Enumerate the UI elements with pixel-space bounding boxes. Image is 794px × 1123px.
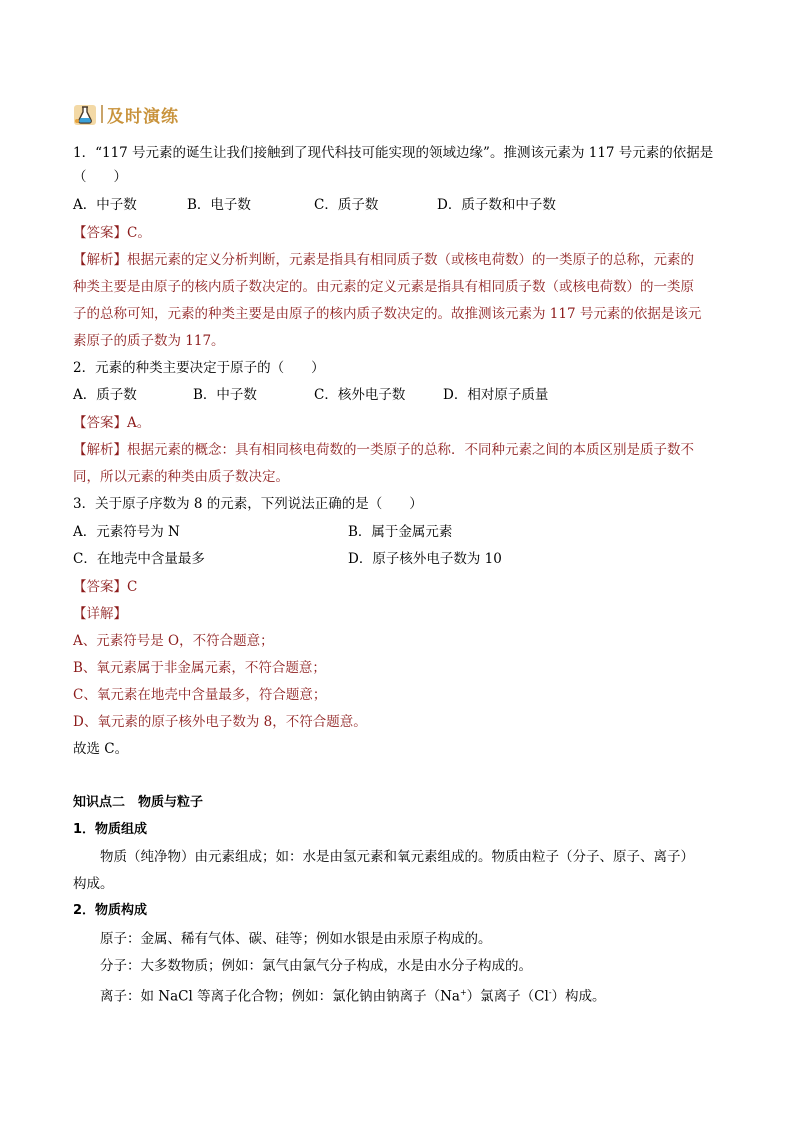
section-header (73, 101, 179, 127)
chloride-charge: - (548, 988, 552, 997)
q2-explanation-tag: 【解析】 (73, 442, 127, 458)
q1-answer: 【答案】C。 (73, 225, 151, 241)
q2-option-a: A．质子数 (73, 387, 137, 403)
q1-option-d: D．质子数和中子数 (437, 197, 556, 213)
q1-stem-line1: 1．“117 号元素的诞生让我们接触到了现代科技可能实现的领域边缘”。推测该元素为 117 号元素的依据是 (73, 145, 714, 161)
composition-paragraph-line2: 构成。 (73, 876, 114, 892)
q3-option-b: B．属于金属元素 (348, 524, 453, 540)
q1-option-c: C．质子数 (314, 197, 379, 213)
q2-option-b: B．中子数 (193, 387, 257, 403)
sodium-charge: + (459, 988, 467, 997)
q1-explanation-line3: 子的总称可知，元素的种类主要是由原子的核内质子数决定的。故推测该元素为 117 号元素的依据是该元 (73, 306, 702, 322)
q3-stem: 3．关于原子序数为 8 的元素，下列说法正确的是（ ） (73, 496, 423, 512)
q2-option-d: D．相对原子质量 (443, 387, 549, 403)
heading-composition: 1．物质组成 (73, 822, 148, 837)
lab-flask-icon (73, 102, 97, 126)
q2-stem: 2．元素的种类主要决定于原子的（ ） (73, 360, 325, 376)
q3-detail-tag: 【详解】 (73, 606, 127, 622)
structure-molecules: 分子：大多数物质；例如：氯气由氯气分子构成，水是由水分子构成的。 (100, 958, 532, 974)
q1-option-b: B．电子数 (187, 197, 251, 213)
q2-explanation-line1: 【解析】根据元素的概念：具有相同核电荷数的一类原子的总称．不同种元素之间的本质区别是质子数不 (73, 442, 694, 458)
composition-paragraph-line1: 物质（纯净物）由元素组成；如：水是由氢元素和氧元素组成的。物质由粒子（分子、原子、离子） (100, 849, 694, 865)
q2-answer: 【答案】A。 (73, 415, 151, 431)
q1-explanation-line4: 素原子的质子数为 117。 (73, 333, 225, 349)
structure-atoms: 原子：金属、稀有气体、碳、硅等；例如水银是由汞原子构成的。 (100, 931, 492, 947)
q3-option-d: D．原子核外电子数为 10 (348, 551, 502, 567)
knowledge-point-title: 知识点二 物质与粒子 (73, 795, 204, 810)
q2-option-c: C．核外电子数 (314, 387, 406, 403)
q3-conclusion: 故选 C。 (73, 741, 129, 757)
q2-explanation-line2: 同，所以元素的种类由质子数决定。 (73, 469, 289, 485)
q3-answer: 【答案】C (73, 579, 138, 595)
q3-detail-a: A、元素符号是 O，不符合题意； (73, 633, 274, 649)
heading-structure: 2．物质构成 (73, 903, 148, 918)
q3-detail-b: B、氧元素属于非金属元素，不符合题意； (73, 660, 326, 676)
q1-explanation-line1: 【解析】根据元素的定义分析判断，元素是指具有相同质子数（或核电荷数）的一类原子的总称，元素的 (73, 252, 694, 268)
q3-detail-c: C、氧元素在地壳中含量最多，符合题意； (73, 687, 327, 703)
q3-option-a: A．元素符号为 N (73, 524, 180, 540)
structure-ions: 离子：如 NaCl 等离子化合物；例如：氯化钠由钠离子（Na+）氯离子（Cl-）构成。 (100, 988, 606, 1005)
q1-stem-line2: （ ） (73, 169, 127, 185)
q1-option-a: A．中子数 (73, 197, 137, 213)
q3-detail-d: D、氧元素的原子核外电子数为 8，不符合题意。 (73, 714, 367, 730)
q1-explanation-line2: 种类主要是由原子的核内质子数决定的。由元素的定义元素是指具有相同质子数（或核电荷数）的一类原 (73, 279, 694, 295)
header-divider (101, 105, 103, 123)
q3-option-c: C．在地壳中含量最多 (73, 551, 205, 567)
q1-explanation-tag: 【解析】 (73, 252, 127, 268)
section-title: 及时演练 (107, 106, 179, 127)
